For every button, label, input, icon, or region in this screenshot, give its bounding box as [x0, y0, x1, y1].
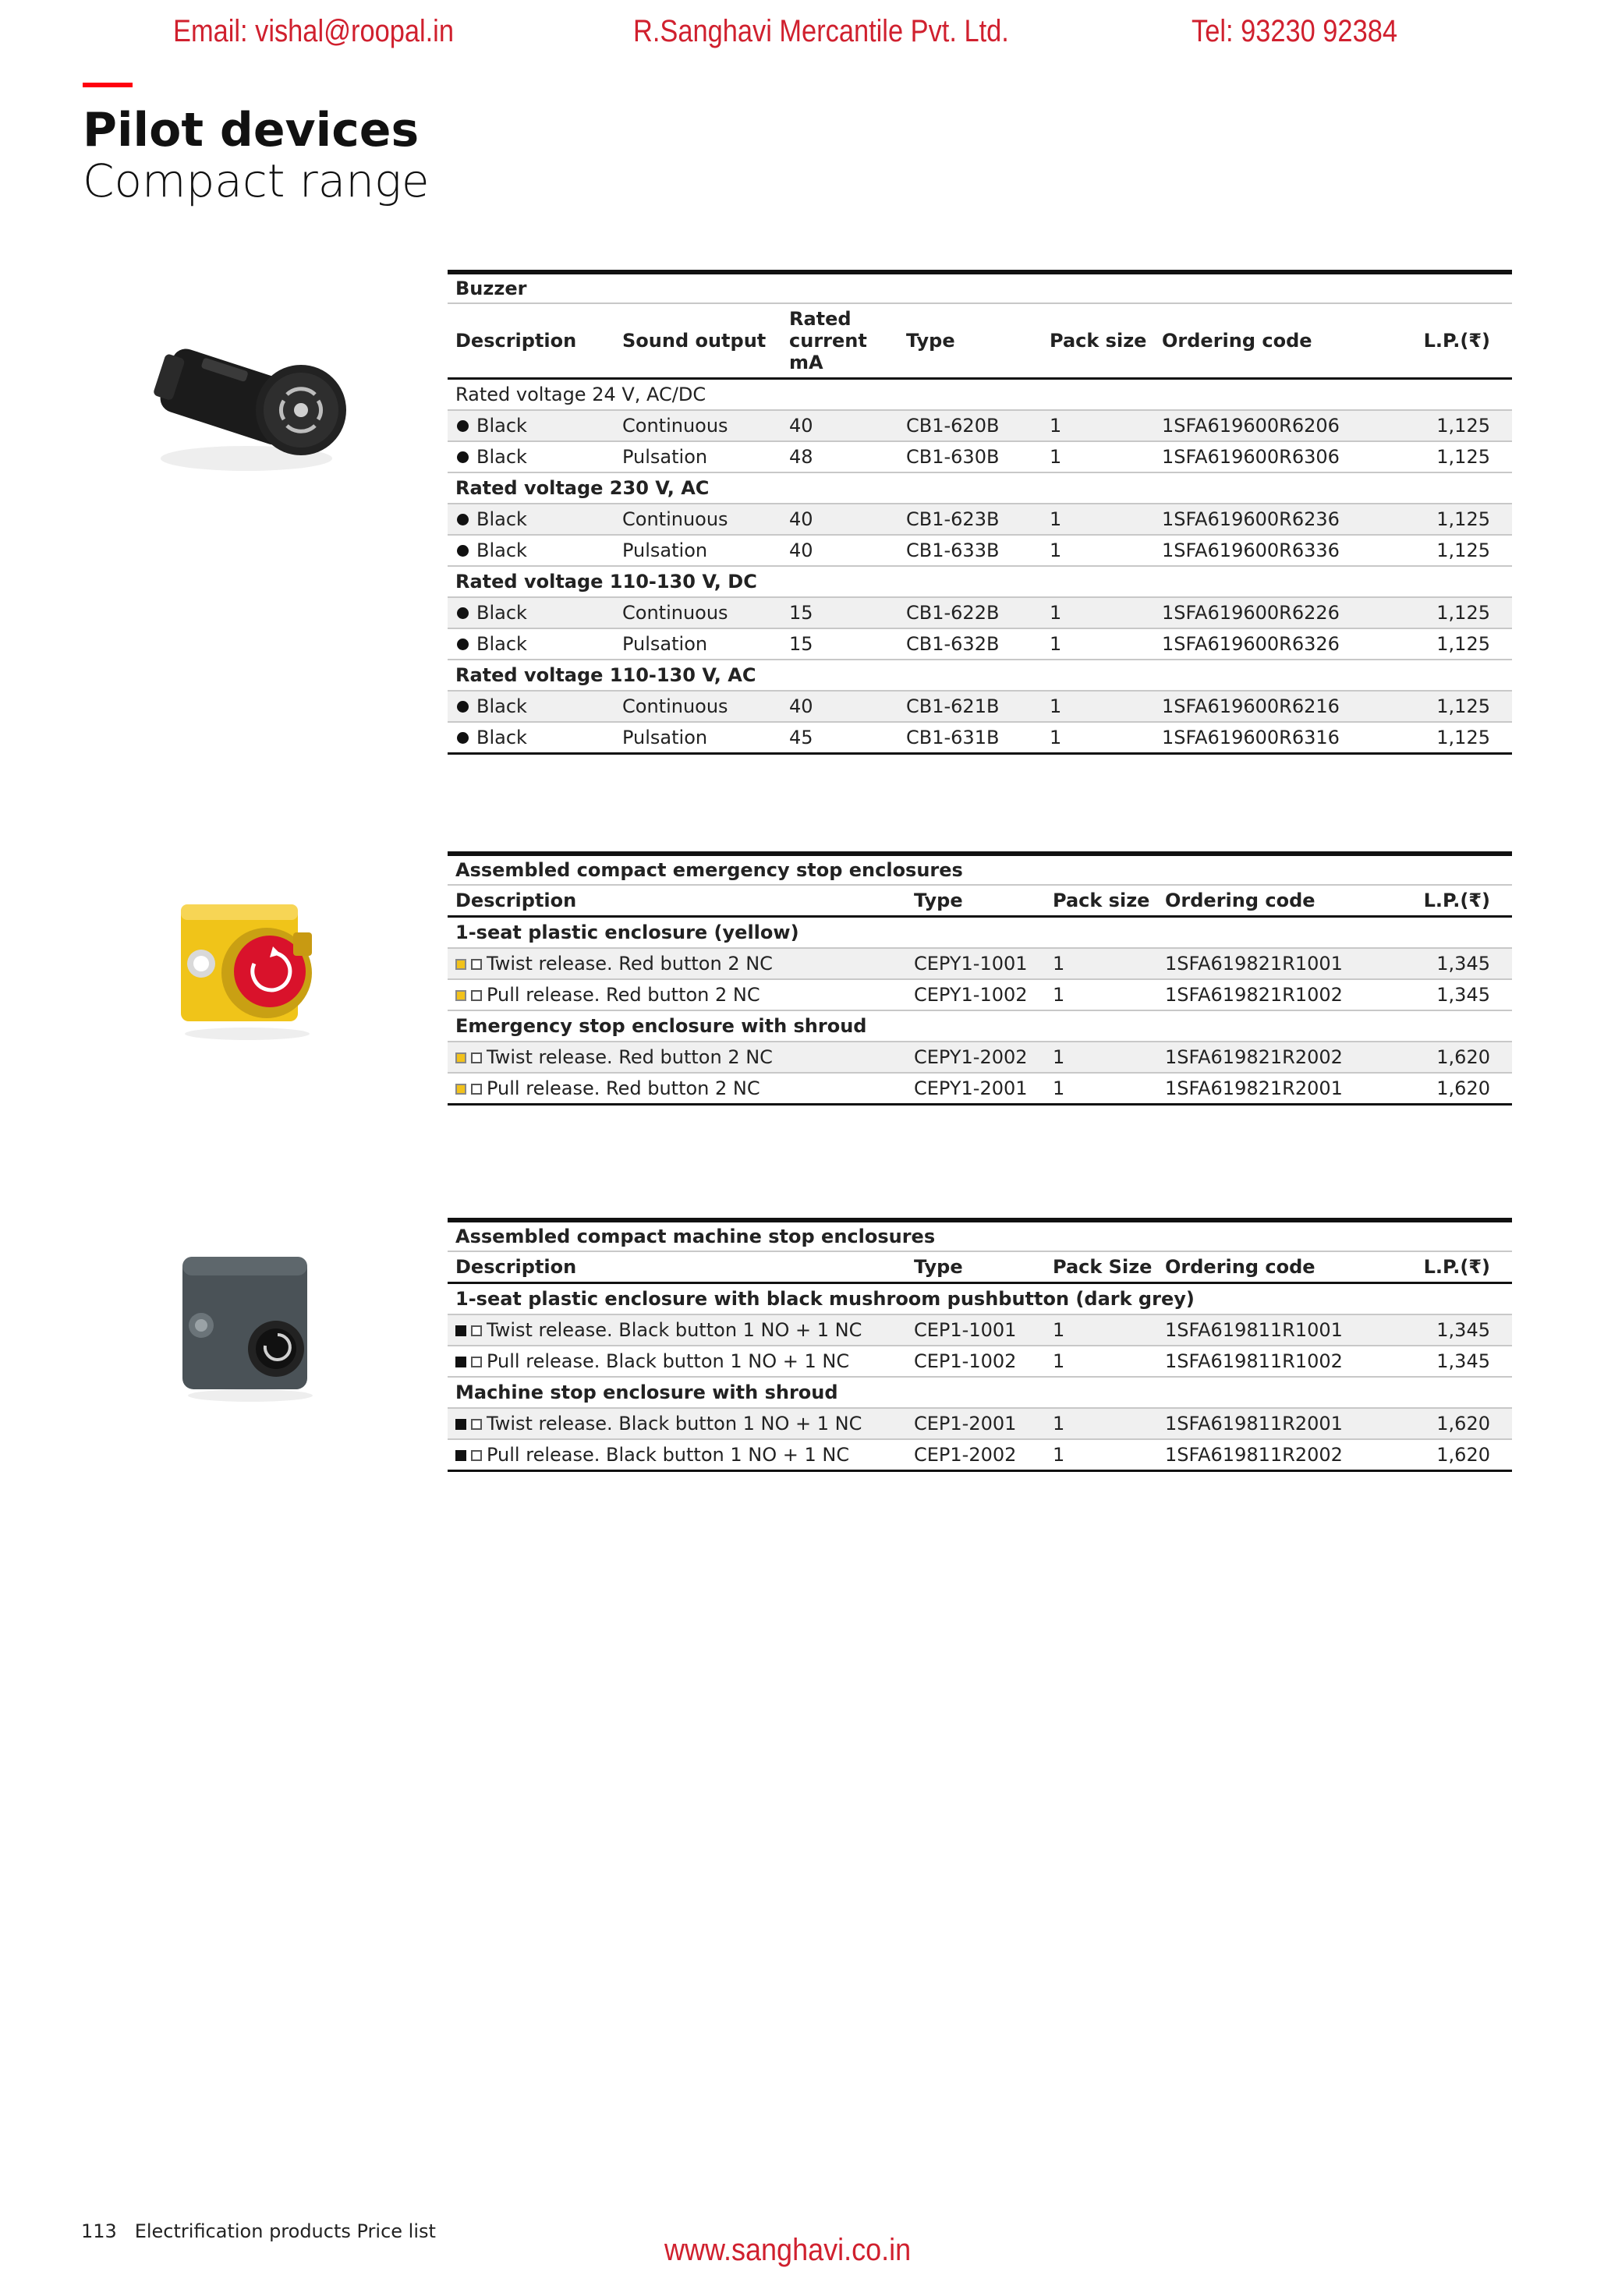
- description-text: Black: [476, 508, 527, 530]
- table-row: [448, 628, 1512, 660]
- description-cell: [448, 948, 906, 979]
- group-heading: Emergency stop enclosure with shroud: [448, 1010, 1512, 1042]
- machine-body: [448, 1283, 1512, 1471]
- header-email[interactable]: Email: vishal@roopal.in: [173, 14, 454, 48]
- ordering-code-cell: 1SFA619600R6206: [1154, 410, 1388, 441]
- pack-size-cell: 1: [1042, 691, 1154, 722]
- sound-output-cell: Pulsation: [614, 628, 781, 660]
- group-heading: Rated voltage 230 V, AC: [448, 472, 1512, 504]
- group-heading: Machine stop enclosure with shroud: [448, 1377, 1512, 1408]
- type-cell: CEPY1-2001: [906, 1073, 1045, 1105]
- description-cell: [448, 1439, 906, 1471]
- table-row: [448, 1314, 1512, 1346]
- col-list-price: L.P.(₹): [1388, 303, 1512, 378]
- page-subtitle: Compact range: [83, 154, 430, 207]
- type-cell: CEP1-1002: [906, 1346, 1045, 1377]
- table-row: [448, 1439, 1512, 1471]
- black-enclosure-swatch-icon: [455, 1450, 466, 1461]
- sound-output-cell: Pulsation: [614, 722, 781, 754]
- black-color-dot-icon: [457, 607, 469, 619]
- description-cell: [448, 979, 906, 1010]
- rated-current-cell: 40: [781, 504, 898, 535]
- ordering-code-cell: 1SFA619811R1001: [1157, 1314, 1391, 1346]
- white-swatch-icon: [471, 1357, 482, 1367]
- machine-stop-enclosure-image: [176, 1251, 324, 1406]
- description-text: Black: [476, 414, 527, 437]
- ordering-code-cell: 1SFA619811R2001: [1157, 1408, 1391, 1439]
- page-number: 113: [81, 2220, 117, 2242]
- rated-current-cell: 48: [781, 441, 898, 472]
- col-type: Type: [906, 1251, 1045, 1283]
- ordering-code-cell: 1SFA619821R1002: [1157, 979, 1391, 1010]
- type-cell: CB1-621B: [898, 691, 1042, 722]
- description-cell: [448, 1314, 906, 1346]
- ordering-code-cell: 1SFA619600R6316: [1154, 722, 1388, 754]
- table-row: [448, 504, 1512, 535]
- list-price-cell: 1,125: [1388, 535, 1512, 566]
- type-cell: CEPY1-1002: [906, 979, 1045, 1010]
- footer-website-link[interactable]: www.sanghavi.co.in: [664, 2233, 912, 2267]
- col-description: Description: [448, 885, 906, 917]
- list-price-cell: 1,345: [1391, 1346, 1512, 1377]
- list-price-cell: 1,125: [1388, 628, 1512, 660]
- type-cell: CB1-633B: [898, 535, 1042, 566]
- black-color-dot-icon: [457, 701, 469, 713]
- description-cell: [448, 1073, 906, 1105]
- pack-size-cell: 1: [1045, 1439, 1157, 1471]
- description-text: Black: [476, 601, 527, 624]
- col-ordering-code: Ordering code: [1157, 885, 1391, 917]
- pack-size-cell: 1: [1045, 1073, 1157, 1105]
- description-text: Pull release. Black button 1 NO + 1 NC: [487, 1350, 850, 1372]
- col-description: Description: [448, 1251, 906, 1283]
- type-cell: CB1-631B: [898, 722, 1042, 754]
- description-text: Black: [476, 445, 527, 468]
- header-telephone[interactable]: Tel: 93230 92384: [1192, 14, 1397, 48]
- col-list-price: L.P.(₹): [1391, 1251, 1512, 1283]
- ordering-code-cell: 1SFA619600R6336: [1154, 535, 1388, 566]
- pack-size-cell: 1: [1042, 597, 1154, 628]
- yellow-enclosure-swatch-icon: [455, 959, 466, 970]
- table-row: [448, 1346, 1512, 1377]
- machine-stop-table: [448, 1218, 1512, 1472]
- description-text: Twist release. Red button 2 NC: [487, 953, 773, 975]
- group-heading: Rated voltage 24 V, AC/DC: [448, 378, 1512, 410]
- list-price-cell: 1,345: [1391, 948, 1512, 979]
- description-text: Black: [476, 726, 527, 748]
- emergency-body: [448, 917, 1512, 1105]
- black-color-dot-icon: [457, 639, 469, 650]
- ordering-code-cell: 1SFA619821R1001: [1157, 948, 1391, 979]
- white-swatch-icon: [471, 990, 482, 1001]
- type-cell: CB1-620B: [898, 410, 1042, 441]
- type-cell: CEPY1-2002: [906, 1042, 1045, 1073]
- rated-current-cell: 40: [781, 410, 898, 441]
- black-color-dot-icon: [457, 420, 469, 432]
- col-ordering-code: Ordering code: [1157, 1251, 1391, 1283]
- pack-size-cell: 1: [1042, 628, 1154, 660]
- type-cell: CB1-622B: [898, 597, 1042, 628]
- description-cell: [448, 504, 614, 535]
- description-cell: [448, 628, 614, 660]
- table-row: [448, 1042, 1512, 1073]
- description-cell: [448, 1346, 906, 1377]
- black-enclosure-swatch-icon: [455, 1325, 466, 1336]
- white-swatch-icon: [471, 959, 482, 970]
- sound-output-cell: Continuous: [614, 691, 781, 722]
- rated-current-cell: 15: [781, 597, 898, 628]
- description-cell: [448, 691, 614, 722]
- description-cell: [448, 535, 614, 566]
- group-heading: Rated voltage 110-130 V, AC: [448, 660, 1512, 691]
- description-text: Twist release. Black button 1 NO + 1 NC: [487, 1413, 862, 1435]
- list-price-cell: 1,345: [1391, 1314, 1512, 1346]
- ordering-code-cell: 1SFA619600R6216: [1154, 691, 1388, 722]
- rated-current-cell: 45: [781, 722, 898, 754]
- buzzer-caption: Buzzer: [448, 272, 1512, 303]
- pack-size-cell: 1: [1045, 1042, 1157, 1073]
- emergency-stop-enclosure-image: [173, 886, 321, 1042]
- col-rated-current: [781, 303, 898, 378]
- col-rated-current-line2: current: [789, 329, 867, 352]
- type-cell: CEP1-1001: [906, 1314, 1045, 1346]
- buzzer-table: [448, 270, 1512, 755]
- description-text: Black: [476, 632, 527, 655]
- list-price-cell: 1,620: [1391, 1439, 1512, 1471]
- white-swatch-icon: [471, 1450, 482, 1461]
- pack-size-cell: 1: [1045, 1408, 1157, 1439]
- col-pack-size: Pack Size: [1045, 1251, 1157, 1283]
- type-cell: CB1-630B: [898, 441, 1042, 472]
- col-list-price: L.P.(₹): [1391, 885, 1512, 917]
- table-row: [448, 597, 1512, 628]
- list-price-cell: 1,620: [1391, 1042, 1512, 1073]
- rated-current-cell: 15: [781, 628, 898, 660]
- buzzer-product-image: [145, 326, 349, 482]
- pack-size-cell: 1: [1042, 410, 1154, 441]
- table-row: [448, 1408, 1512, 1439]
- table-row: [448, 535, 1512, 566]
- col-rated-current-line1: Rated: [789, 307, 852, 330]
- description-text: Pull release. Red button 2 NC: [487, 1077, 760, 1099]
- description-cell: [448, 1042, 906, 1073]
- list-price-cell: 1,345: [1391, 979, 1512, 1010]
- footer-label: Electrification products Price list: [134, 2220, 436, 2242]
- white-swatch-icon: [471, 1419, 482, 1430]
- description-text: Twist release. Black button 1 NO + 1 NC: [487, 1319, 862, 1341]
- black-color-dot-icon: [457, 514, 469, 525]
- description-text: Pull release. Black button 1 NO + 1 NC: [487, 1444, 850, 1466]
- pack-size-cell: 1: [1042, 441, 1154, 472]
- header-company: R.Sanghavi Mercantile Pvt. Ltd.: [633, 14, 1009, 48]
- description-cell: [448, 597, 614, 628]
- black-color-dot-icon: [457, 451, 469, 463]
- table-row: [448, 722, 1512, 754]
- group-heading: 1-seat plastic enclosure (yellow): [448, 917, 1512, 949]
- page-title: Pilot devices: [83, 103, 420, 157]
- description-cell: [448, 410, 614, 441]
- sound-output-cell: Continuous: [614, 597, 781, 628]
- col-description: Description: [448, 303, 614, 378]
- pack-size-cell: 1: [1042, 535, 1154, 566]
- sound-output-cell: Pulsation: [614, 535, 781, 566]
- buzzer-body: [448, 378, 1512, 753]
- machine-caption: Assembled compact machine stop enclosures: [448, 1220, 1512, 1251]
- pack-size-cell: 1: [1042, 722, 1154, 754]
- rated-current-cell: 40: [781, 535, 898, 566]
- emergency-caption: Assembled compact emergency stop enclosures: [448, 854, 1512, 885]
- type-cell: CEP1-2002: [906, 1439, 1045, 1471]
- list-price-cell: 1,125: [1388, 597, 1512, 628]
- sound-output-cell: Continuous: [614, 504, 781, 535]
- col-pack-size: Pack size: [1042, 303, 1154, 378]
- ordering-code-cell: 1SFA619600R6326: [1154, 628, 1388, 660]
- type-cell: CEPY1-1001: [906, 948, 1045, 979]
- black-enclosure-swatch-icon: [455, 1419, 466, 1430]
- description-cell: [448, 1408, 906, 1439]
- footer-page-info: [81, 2220, 436, 2242]
- description-cell: [448, 722, 614, 754]
- black-color-dot-icon: [457, 545, 469, 557]
- emergency-stop-table: [448, 851, 1512, 1106]
- list-price-cell: 1,620: [1391, 1408, 1512, 1439]
- list-price-cell: 1,125: [1388, 722, 1512, 754]
- sound-output-cell: Continuous: [614, 410, 781, 441]
- ordering-code-cell: 1SFA619600R6236: [1154, 504, 1388, 535]
- table-row: [448, 691, 1512, 722]
- white-swatch-icon: [471, 1052, 482, 1063]
- pack-size-cell: 1: [1042, 504, 1154, 535]
- description-text: Black: [476, 539, 527, 561]
- pack-size-cell: 1: [1045, 1346, 1157, 1377]
- col-ordering-code: Ordering code: [1154, 303, 1388, 378]
- sound-output-cell: Pulsation: [614, 441, 781, 472]
- table-row: [448, 979, 1512, 1010]
- ordering-code-cell: 1SFA619811R1002: [1157, 1346, 1391, 1377]
- list-price-cell: 1,125: [1388, 410, 1512, 441]
- type-cell: CB1-623B: [898, 504, 1042, 535]
- yellow-enclosure-swatch-icon: [455, 1052, 466, 1063]
- yellow-enclosure-swatch-icon: [455, 990, 466, 1001]
- list-price-cell: 1,620: [1391, 1073, 1512, 1105]
- pack-size-cell: 1: [1045, 979, 1157, 1010]
- table-row: [448, 1073, 1512, 1105]
- group-heading: 1-seat plastic enclosure with black mushroom pushbutton (dark grey): [448, 1283, 1512, 1315]
- col-type: Type: [906, 885, 1045, 917]
- table-row: [448, 441, 1512, 472]
- rated-current-cell: 40: [781, 691, 898, 722]
- pack-size-cell: 1: [1045, 1314, 1157, 1346]
- description-text: Pull release. Red button 2 NC: [487, 984, 760, 1006]
- list-price-cell: 1,125: [1388, 504, 1512, 535]
- type-cell: CB1-632B: [898, 628, 1042, 660]
- group-heading: Rated voltage 110-130 V, DC: [448, 566, 1512, 597]
- description-text: Black: [476, 695, 527, 717]
- list-price-cell: 1,125: [1388, 441, 1512, 472]
- ordering-code-cell: 1SFA619600R6226: [1154, 597, 1388, 628]
- description-text: Twist release. Red button 2 NC: [487, 1046, 773, 1068]
- black-color-dot-icon: [457, 732, 469, 744]
- ordering-code-cell: 1SFA619600R6306: [1154, 441, 1388, 472]
- title-accent-bar: [83, 83, 133, 87]
- white-swatch-icon: [471, 1325, 482, 1336]
- list-price-cell: 1,125: [1388, 691, 1512, 722]
- ordering-code-cell: 1SFA619821R2001: [1157, 1073, 1391, 1105]
- ordering-code-cell: 1SFA619811R2002: [1157, 1439, 1391, 1471]
- black-enclosure-swatch-icon: [455, 1357, 466, 1367]
- col-rated-current-line3: mA: [789, 351, 823, 373]
- table-row: [448, 410, 1512, 441]
- white-swatch-icon: [471, 1084, 482, 1095]
- col-pack-size: Pack size: [1045, 885, 1157, 917]
- ordering-code-cell: 1SFA619821R2002: [1157, 1042, 1391, 1073]
- pack-size-cell: 1: [1045, 948, 1157, 979]
- type-cell: CEP1-2001: [906, 1408, 1045, 1439]
- description-cell: [448, 441, 614, 472]
- col-type: Type: [898, 303, 1042, 378]
- yellow-enclosure-swatch-icon: [455, 1084, 466, 1095]
- table-row: [448, 948, 1512, 979]
- col-sound-output: Sound output: [614, 303, 781, 378]
